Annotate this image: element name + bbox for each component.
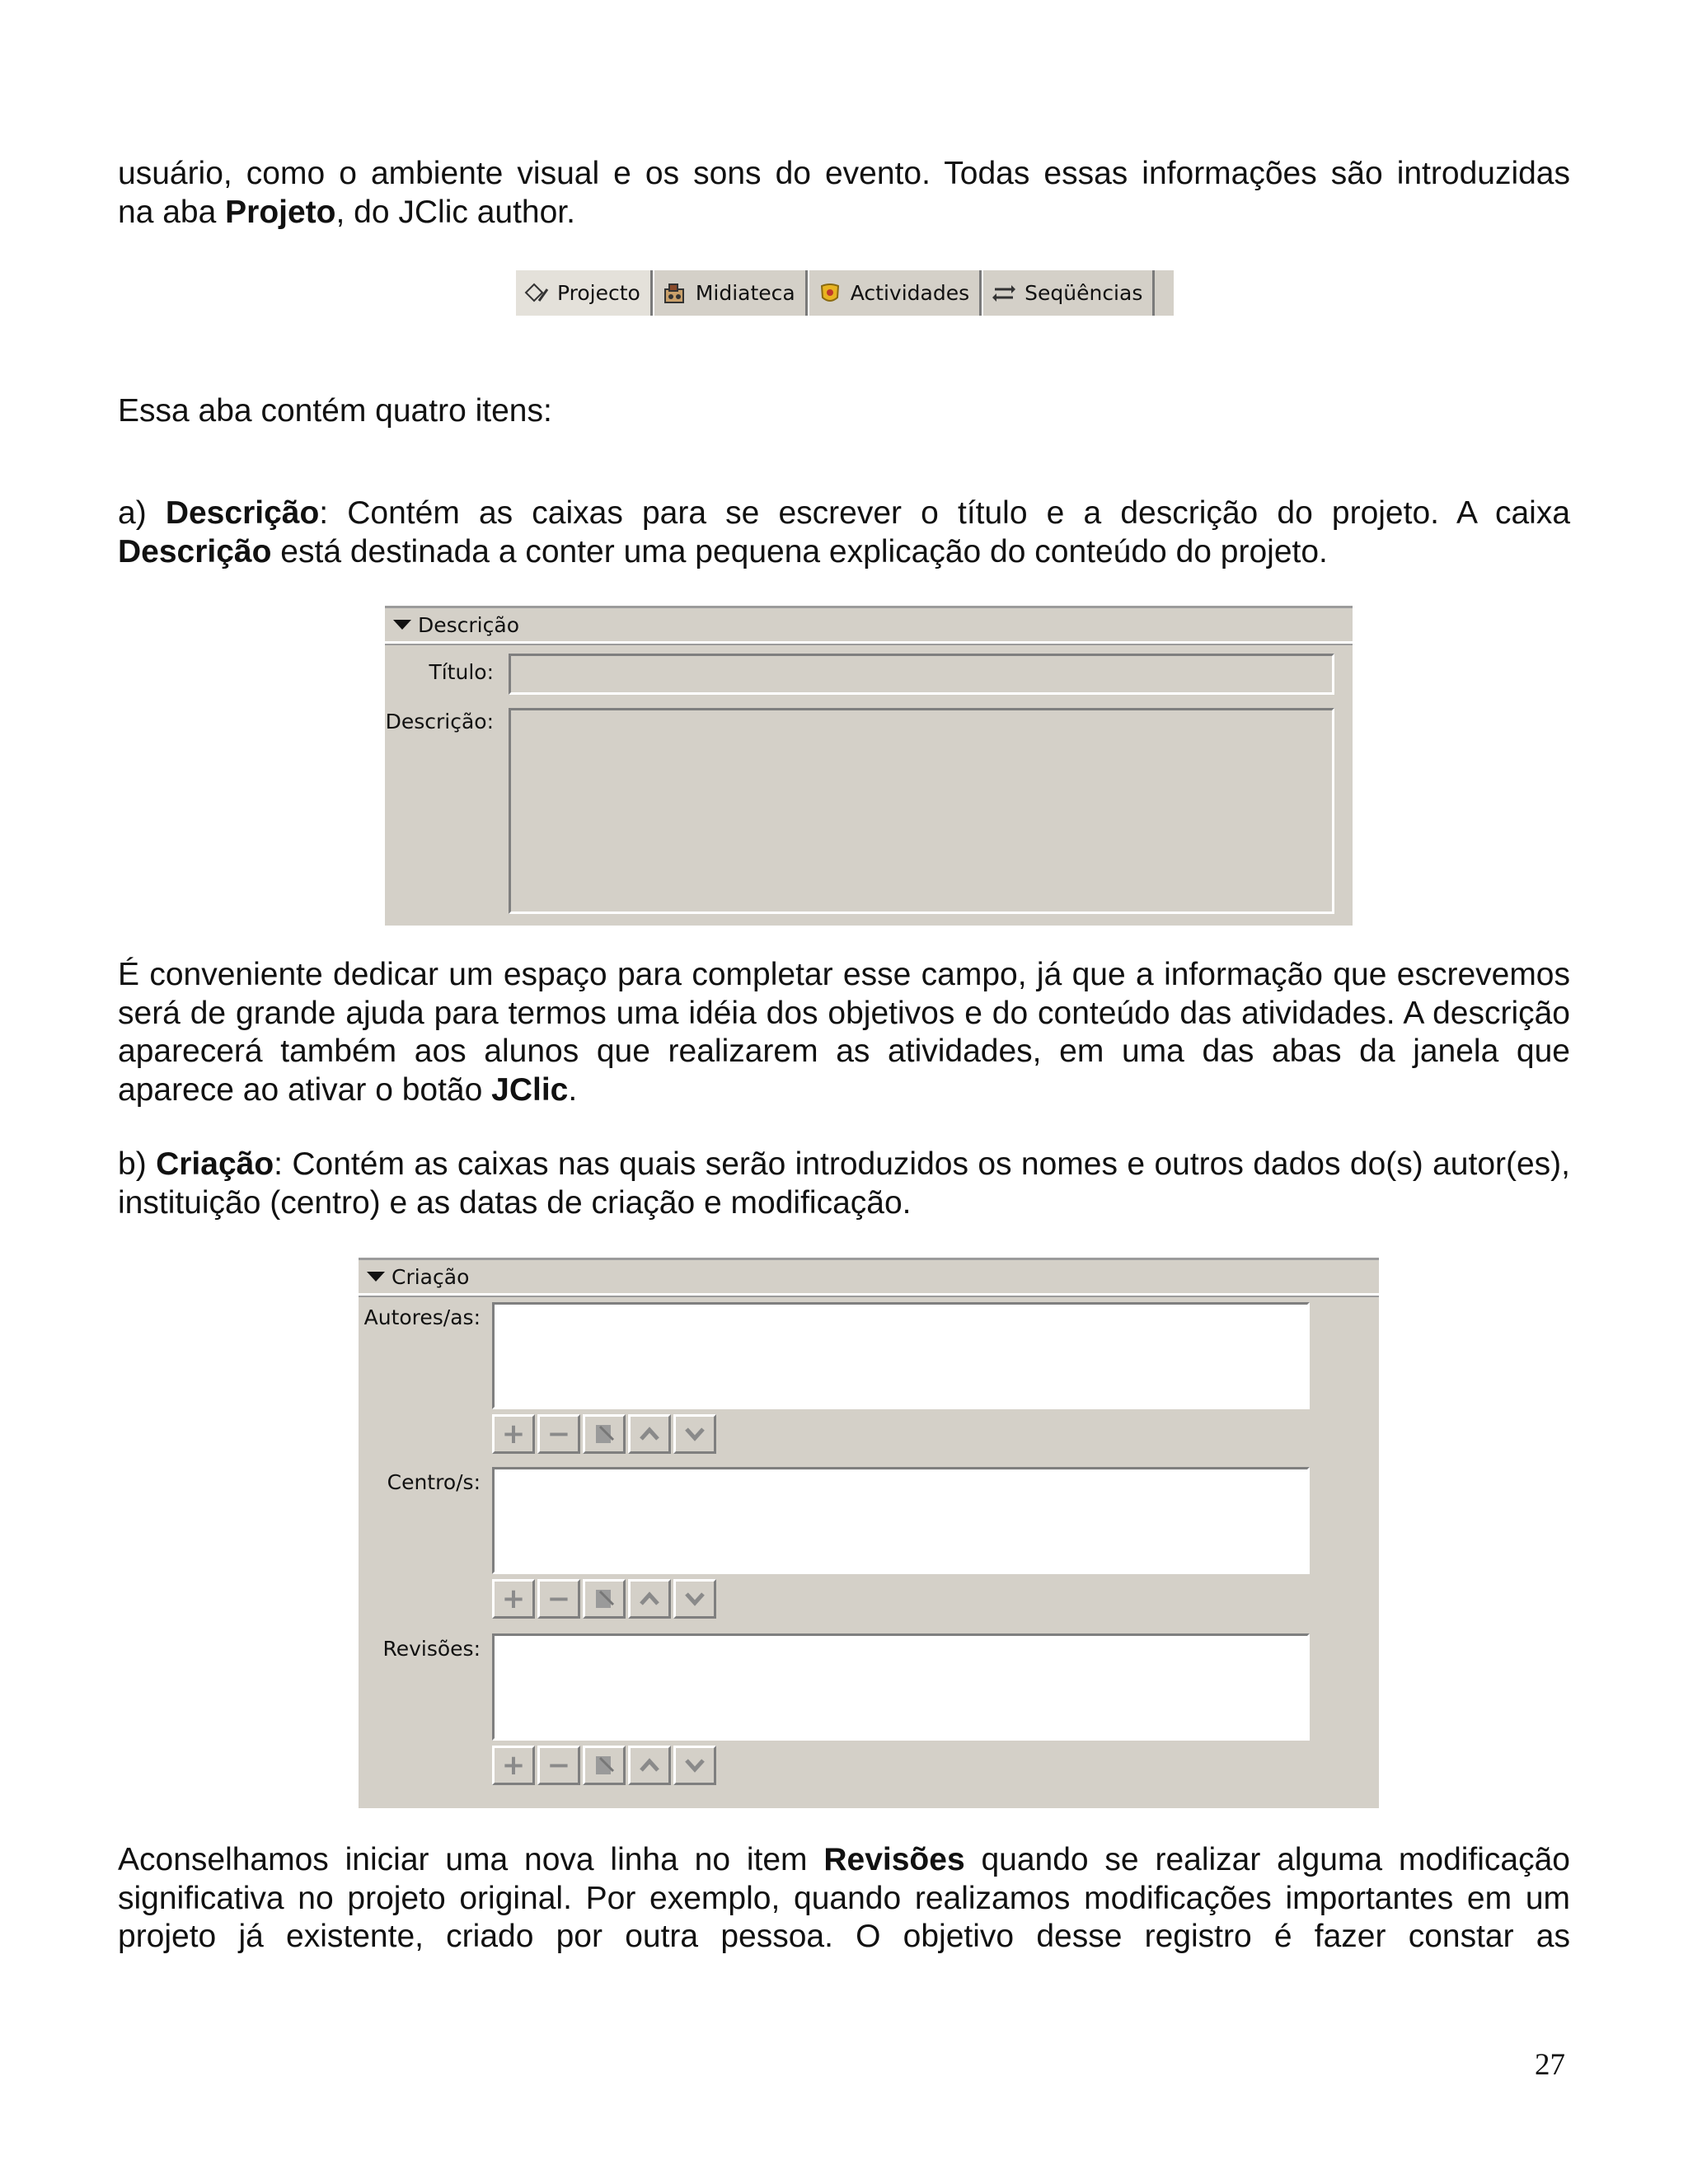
criacao-bold: Criação	[156, 1146, 274, 1182]
centros-down-button[interactable]	[673, 1579, 716, 1619]
autores-up-button[interactable]	[628, 1414, 671, 1454]
items-intro: Essa aba contém quatro itens:	[118, 393, 552, 429]
item-b-marker: b)	[118, 1146, 157, 1182]
collapse-triangle-icon	[393, 620, 411, 630]
convenient-text: É conveniente dedicar um espaço para completar esse campo, já que a informação que escrevemos será de grande ajuda para termos uma idéia dos objetivos e do conteúdo das atividades. A descrição aparecerá também aos alunos que realizarem as atividades, em uma das abas da janela que aparece ao ativar o botão	[118, 957, 1570, 1108]
autores-label: Autores/as:	[363, 1305, 481, 1329]
intro-line-2	[118, 194, 1570, 232]
chevron-down-icon	[684, 1757, 706, 1774]
revisoes-down-button[interactable]	[673, 1746, 716, 1785]
tab-actividades[interactable]	[808, 270, 982, 316]
edit-note-icon	[593, 1422, 615, 1446]
edit-note-icon	[593, 1753, 615, 1778]
intro-text: na aba	[118, 194, 226, 230]
centros-add-button[interactable]: +	[492, 1579, 535, 1619]
criacao-panel-header[interactable]	[359, 1258, 1379, 1296]
criacao-panel-title: Criação	[392, 1264, 470, 1289]
intro-bold-projeto: Projeto	[225, 194, 336, 230]
revisoes-text: Aconselhamos iniciar uma nova linha no item	[118, 1842, 824, 1877]
revisoes-up-button[interactable]	[628, 1746, 671, 1785]
tab-sequencias-label: Seqüências	[1025, 281, 1143, 305]
centros-remove-button[interactable]: −	[537, 1579, 580, 1619]
descricao-paragraph	[118, 494, 1570, 571]
intro-line-1: usuário, como o ambiente visual e os sons do evento. Todas essas informações são introduzidas	[118, 156, 1570, 191]
centros-list[interactable]	[492, 1467, 1310, 1574]
chevron-down-icon	[684, 1426, 706, 1442]
intro-text-end: , do JClic author.	[335, 194, 575, 230]
revisoes-text-end: quando se realizar alguma modificação significativa no projeto original. Por exemplo, quando realizamos modificações importantes em um projeto já existente, criado por outra pessoa. O objetivo desse registro é fazer constar as	[118, 1842, 1570, 1954]
centros-toolbar	[492, 1579, 716, 1619]
descricao-panel	[385, 606, 1353, 926]
tab-midiateca-label: Midiateca	[695, 281, 795, 305]
descricao-panel-title: Descrição	[418, 612, 519, 637]
criacao-panel	[359, 1258, 1379, 1808]
criacao-text: : Contém as caixas nas quais serão introduzidos os nomes e outros dados do(s) autor(es), instituição (centro) e as datas de criação e modificação.	[118, 1146, 1571, 1221]
edit-note-icon	[593, 1586, 615, 1611]
chevron-up-icon	[639, 1426, 660, 1442]
revisoes-list[interactable]	[492, 1633, 1310, 1741]
collapse-triangle-icon	[367, 1272, 385, 1282]
autores-remove-button[interactable]: −	[537, 1414, 580, 1454]
autores-add-button[interactable]: +	[492, 1414, 535, 1454]
autores-edit-button[interactable]	[583, 1414, 626, 1454]
tab-midiateca[interactable]	[653, 270, 808, 316]
revisoes-label: Revisões:	[382, 1637, 481, 1661]
tab-projecto-label: Projecto	[557, 281, 640, 305]
project-tab-bar	[514, 270, 1174, 316]
convenient-text-end: .	[568, 1071, 578, 1108]
descricao-panel-header[interactable]	[385, 606, 1353, 644]
revisoes-remove-button[interactable]: −	[537, 1746, 580, 1785]
centros-up-button[interactable]	[628, 1579, 671, 1619]
chevron-up-icon	[639, 1757, 660, 1774]
sequence-arrows-icon	[992, 281, 1016, 306]
media-library-icon	[663, 281, 687, 306]
diamond-pencil-icon	[524, 281, 549, 306]
revisoes-add-button[interactable]: +	[492, 1746, 535, 1785]
titulo-label: Título:	[429, 660, 494, 684]
descricao-text-end: está destinada a conter uma pequena explicação do conteúdo do projeto.	[271, 533, 1328, 569]
tab-projecto[interactable]	[514, 270, 653, 316]
descricao-bold-2: Descrição	[118, 533, 272, 569]
chevron-up-icon	[639, 1591, 660, 1607]
centros-label: Centro/s:	[387, 1470, 481, 1494]
revisoes-toolbar	[492, 1746, 716, 1785]
revisoes-bold: Revisões	[823, 1842, 965, 1877]
page-number: 27	[1535, 2048, 1565, 2082]
convenient-paragraph	[118, 956, 1570, 1109]
revisoes-edit-button[interactable]	[583, 1746, 626, 1785]
titulo-field[interactable]	[509, 654, 1334, 695]
autores-down-button[interactable]	[673, 1414, 716, 1454]
chevron-down-icon	[684, 1591, 706, 1607]
descricao-label: Descrição:	[385, 710, 494, 733]
descricao-field[interactable]	[509, 708, 1334, 914]
intro-paragraph	[118, 155, 1570, 232]
revisoes-paragraph	[118, 1841, 1570, 1957]
autores-list[interactable]	[492, 1302, 1310, 1409]
tab-sequencias[interactable]	[982, 270, 1155, 316]
centros-edit-button[interactable]	[583, 1579, 626, 1619]
descricao-bold-1: Descrição	[165, 495, 320, 531]
activities-icon	[818, 281, 842, 306]
item-a-marker: a)	[118, 495, 166, 531]
jclic-bold: JClic	[491, 1071, 569, 1108]
autores-toolbar	[492, 1414, 716, 1454]
tab-actividades-label: Actividades	[850, 281, 970, 305]
criacao-paragraph	[118, 1146, 1570, 1222]
descricao-text: : Contém as caixas para se escrever o título e a descrição do projeto. A caixa	[319, 495, 1571, 531]
